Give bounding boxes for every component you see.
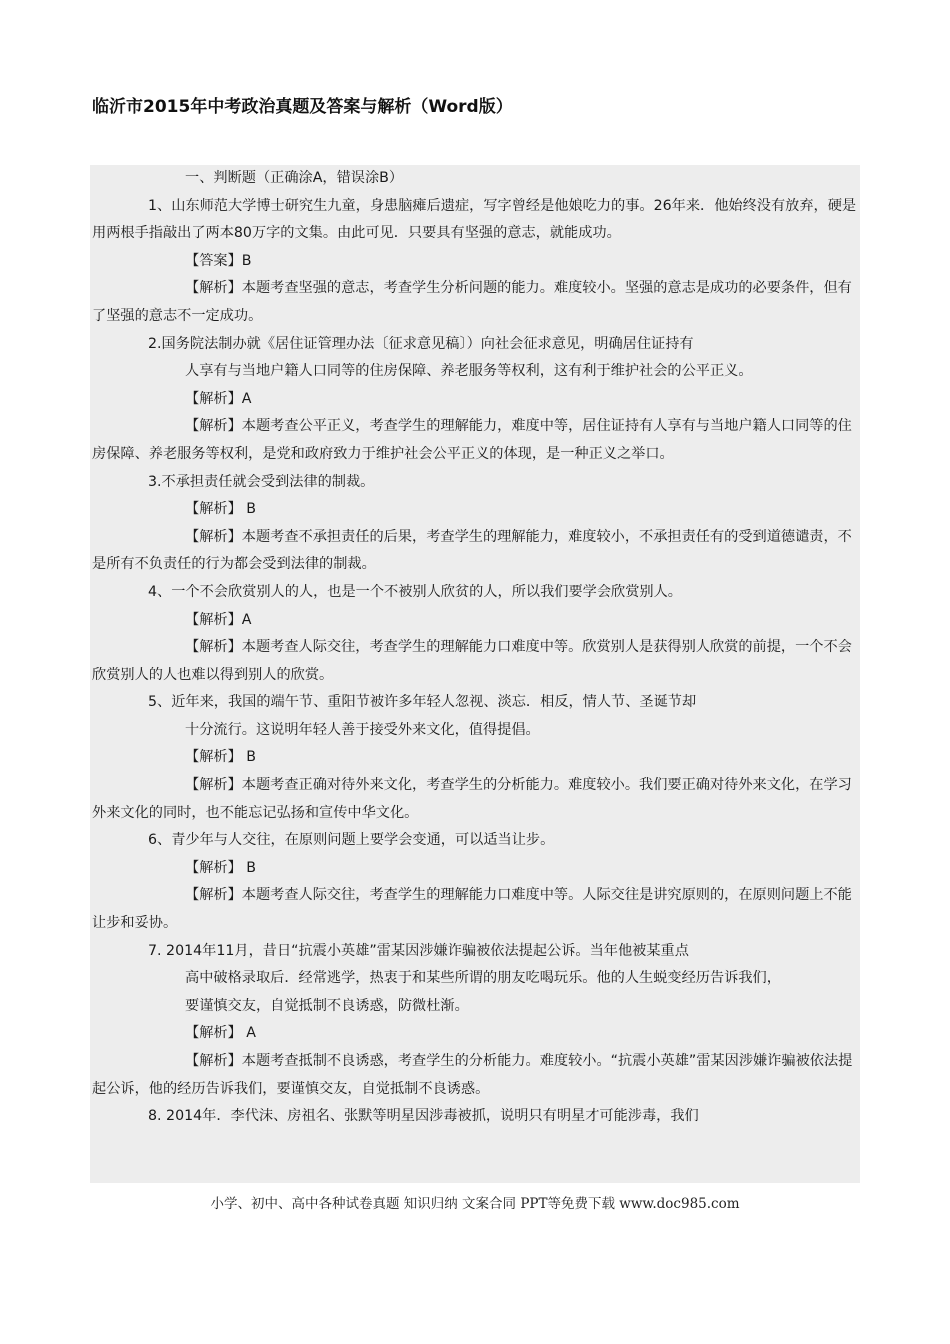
paragraph: 5、近年来，我国的端午节、重阳节被许多年轻人忽视、淡忘．相反，情人节、圣诞节却 [148, 694, 697, 711]
paragraph: 【解析】本题考查人际交往，考查学生的理解能力口难度中等。欣赏别人是获得别人欣赏的前提，一个不会欣赏别人的人也难以得到别人的欣赏。 [92, 639, 852, 683]
paragraph: 人享有与当地户籍人口同等的住房保障、养老服务等权利，这有利于维护社会的公平正义。 [185, 363, 753, 380]
paragraph: 【解析】A [185, 611, 252, 628]
paragraph: 【解析】 B [185, 749, 256, 766]
document-body [90, 165, 860, 1183]
paragraph: 【解析】本题考查坚强的意志，考查学生分析问题的能力。难度较小。坚强的意志是成功的必要条件，但有了坚强的意志不一定成功。 [92, 280, 852, 324]
paragraph: 【解析】本题考查不承担责任的后果，考查学生的理解能力，难度较小，不承担责任有的受到道德谴责，不是所有不负责任的行为都会受到法律的制裁。 [92, 528, 852, 573]
paragraph: 1、山东师范大学博士研究生九童，身患脑瘫后遗症，写字曾经是他娘吃力的事。26年来．他始终没有放弃，硬是用两根手指敲出了两本80万字的文集。由此可见．只要具有坚强的意志，就能成功。 [92, 197, 857, 242]
paragraph: 【解析】本题考查正确对待外来文化，考查学生的分析能力。难度较小。我们要正确对待外来文化，在学习外来文化的同时，也不能忘记弘扬和宣传中华文化。 [92, 777, 852, 821]
paragraph: 【解析】本题考查抵制不良诱惑，考查学生的分析能力。难度较小。“抗震小英雄”雷某因涉嫌诈骗被依法提起公诉，他的经历告诉我们，要谨慎交友，自觉抵制不良诱惑。 [92, 1053, 853, 1097]
paragraph: 3.不承担责任就会受到法律的制裁。 [148, 473, 375, 490]
paragraph: 【解析】本题考查公平正义，考查学生的理解能力，难度中等，居住证持有人享有与当地户籍人口同等的住房保障、养老服务等权利，是党和政府致力于维护社会公平正义的体现，是一种正义之举口。 [92, 418, 852, 462]
paragraph: 8. 2014年．李代沫、房祖名、张默等明星因涉毒被抓，说明只有明星才可能涉毒，我们 [148, 1108, 699, 1125]
paragraph: 【解析】 B [185, 501, 256, 518]
page-footer: 小学、初中、高中各种试卷真题 知识归纳 文案合同 PPT等免费下载 www.doc985.com [210, 1196, 740, 1212]
paragraph: 7. 2014年11月，昔日“抗震小英雄”雷某因涉嫌诈骗被依法提起公诉。当年他被某重点 [148, 942, 689, 959]
paragraph: 6、青少年与人交往，在原则问题上要学会变通，可以适当让步。 [148, 832, 555, 849]
paragraph: 4、一个不会欣赏别人的人，也是一个不被别人欣贫的人，所以我们要学会欣赏别人。 [148, 583, 682, 600]
paragraph: 2.国务院法制办就《居住证管理办法〔征求意见稿〕）向社会征求意见，明确居住证持有 [148, 335, 694, 352]
paragraph: 高中破格录取后．经常逃学，热衷于和某些所谓的朋友吃喝玩乐。他的人生蜕变经历告诉我们， [185, 970, 781, 987]
paragraph: 一、判断题（正确涂A，错误涂B） [185, 170, 404, 186]
paragraph: 要谨慎交友，自觉抵制不良诱惑，防微杜渐。 [185, 997, 469, 1014]
paragraph: 【解析】 B [185, 859, 256, 876]
paragraph: 十分流行。这说明年轻人善于接受外来文化，值得提倡。 [185, 721, 540, 738]
paragraph: 【解析】本题考查人际交往，考查学生的理解能力口难度中等。人际交往是讲究原则的，在原则问题上不能让步和妥协。 [92, 887, 852, 932]
paragraph: 【答案】B [185, 252, 252, 269]
paragraph: 【解析】A [185, 390, 252, 407]
paragraph: 【解析】 A [185, 1025, 256, 1042]
document-title: 临沂市2015年中考政治真题及答案与解析（Word版） [92, 97, 513, 117]
